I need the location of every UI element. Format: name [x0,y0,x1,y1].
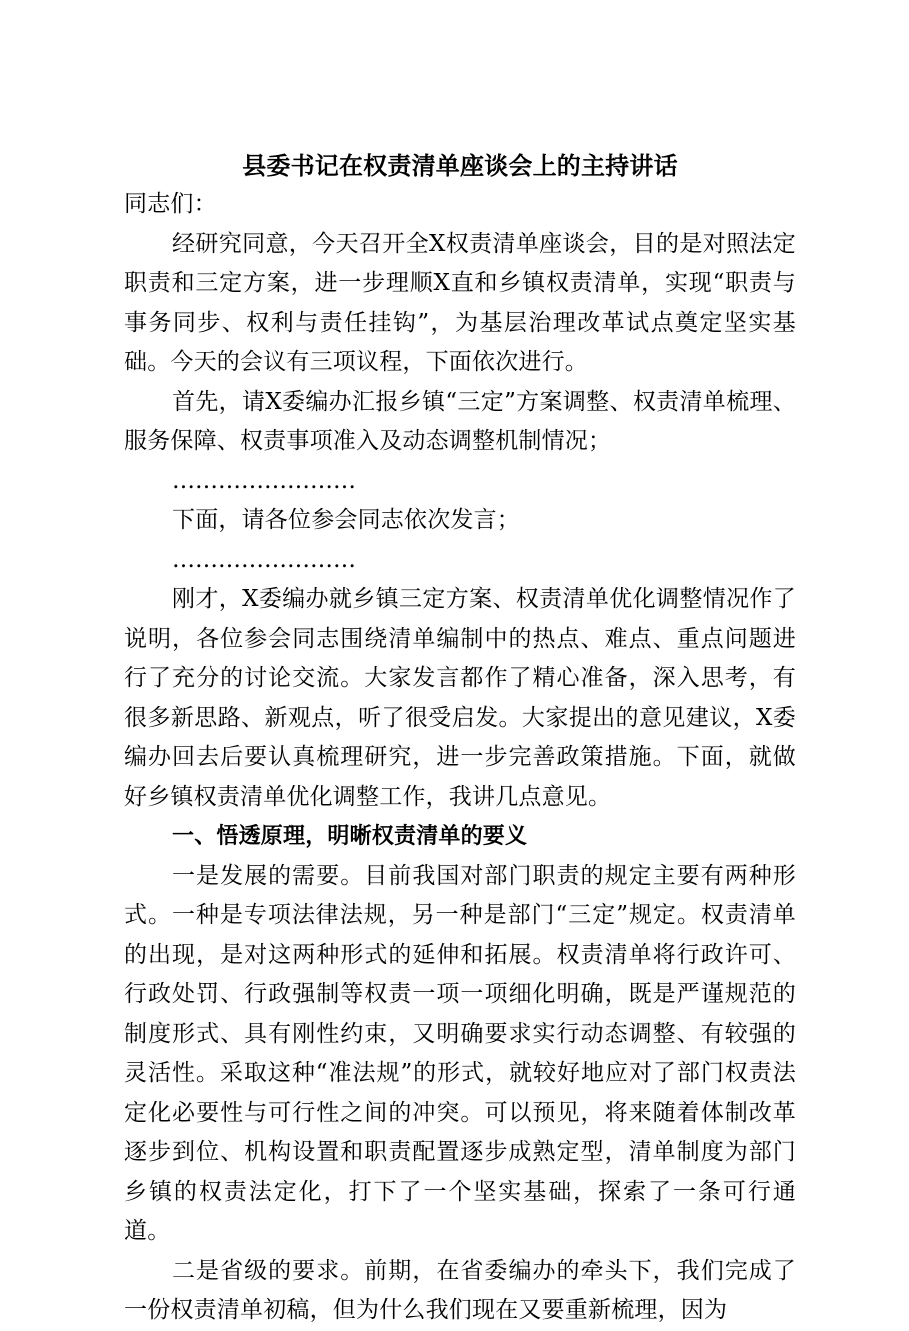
document-title: 县委书记在权责清单座谈会上的主持讲话 [242,151,678,180]
paragraph-point-two: 二是省级的要求。前期，在省委编办的牵头下，我们完成了一份权责清单初稿，但为什么我们现在又要重新梳理，因为 [124,1257,796,1323]
document-body [124,146,796,1331]
ellipsis-line: …………………… [172,546,356,573]
paragraph-summary: 刚才，X委编办就乡镇三定方案、权责清单优化调整情况作了说明，各位参会同志围绕清单编制中的热点、难点、重点问题进行了充分的讨论交流。大家发言都作了精心准备，深入思考，有很多新思路、新观点，听了很受启发。大家提出的意见建议，X委编办回去后要认真梳理研究，进一步完善政策措施。下面，就做好乡镇权责清单优化调整工作，我讲几点意见。 [124,586,796,810]
paragraph-agenda-second: 下面，请各位参会同志依次发言； [172,507,520,533]
salutation: 同志们： [124,191,217,217]
paragraph-point-one: 一是发展的需要。目前我国对部门职责的规定主要有两种形式。一种是专项法律法规，另一种是部门“三定”规定。权责清单的出现，是对这两种形式的延伸和拓展。权责清单将行政许可、行政处罚、行政强制等权责一项一项细化明确，既是严谨规范的制度形式、具有刚性约束，又明确要求实行动态调整、有较强的灵活性。采取这种“准法规”的形式，就较好地应对了部门权责法定化必要性与可行性之间的冲突。可以预见，将来随着体制改革逐步到位、机构设置和职责配置逐步成熟定型，清单制度为部门乡镇的权责法定化，打下了一个坚实基础，探索了一条可行通道。 [124,862,796,1244]
section-heading: 一、悟透原理，明晰权责清单的要义 [172,824,528,849]
paragraph-agenda-first: 首先，请X委编办汇报乡镇“三定”方案调整、权责清单梳理、服务保障、权责事项准入及动态调整机制情况； [124,388,796,454]
ellipsis-line: …………………… [172,467,356,494]
paragraph-opening: 经研究同意，今天召开全X权责清单座谈会，目的是对照法定职责和三定方案，进一步理顺X直和乡镇权责清单，实现“职责与事务同步、权利与责任挂钩”，为基层治理改革试点奠定坚实基础。今天的会议有三项议程，下面依次进行。 [124,230,796,375]
